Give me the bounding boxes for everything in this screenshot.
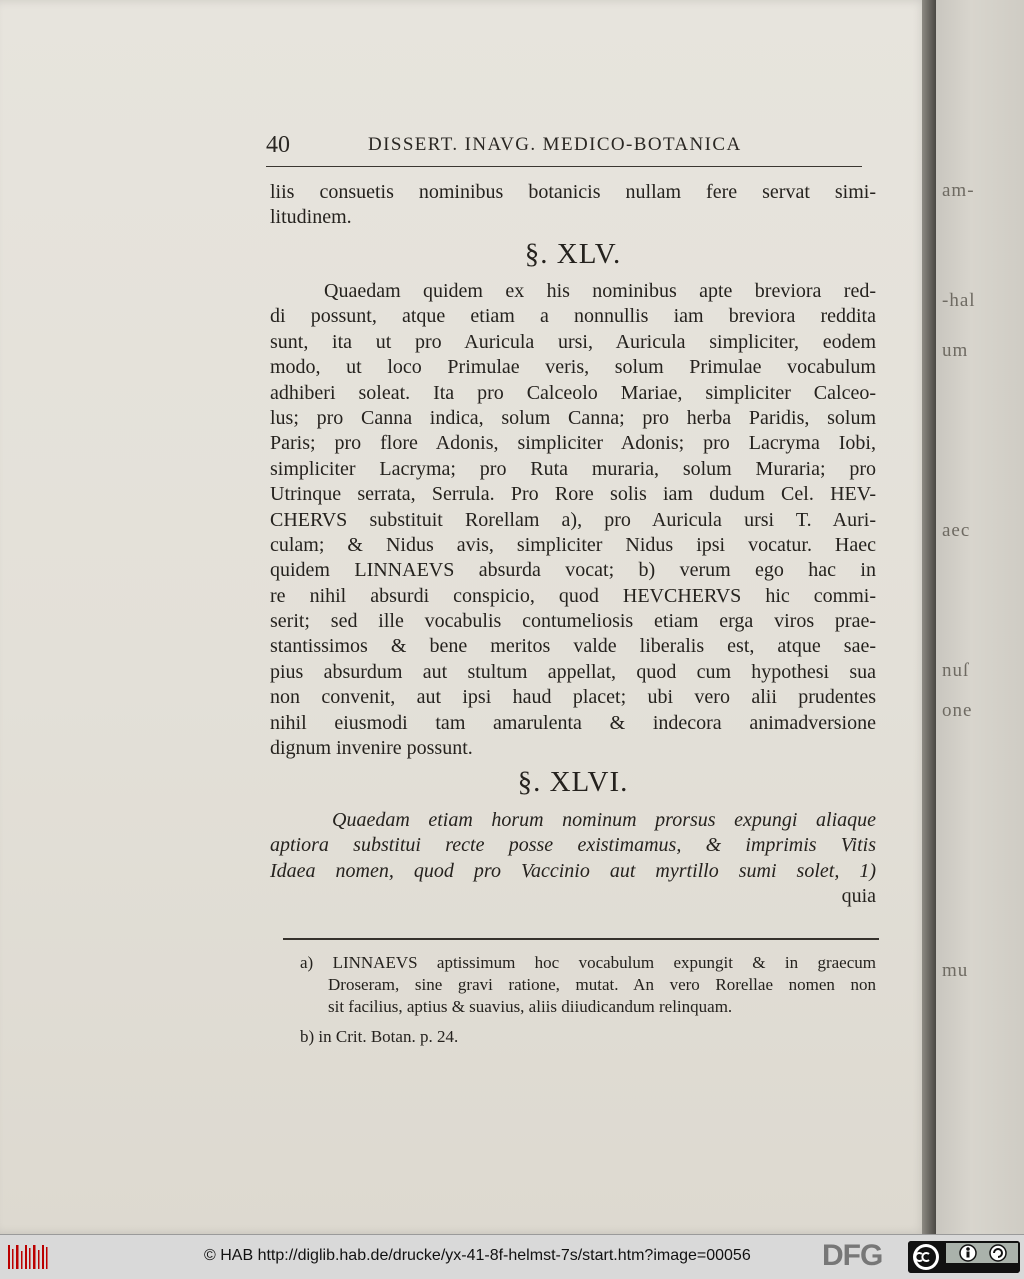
text-line: nihil eiusmodi tam amarulenta & indecora animadversione <box>270 711 876 734</box>
running-title: DISSERT. INAVG. MEDICO-BOTANICA <box>368 134 742 155</box>
footnote-b <box>300 1026 876 1048</box>
page-number: 40 <box>266 132 290 158</box>
bleed-through-text: mu <box>942 960 969 981</box>
footnote-line: a) LINNAEVS aptissimum hoc vocabulum expungit & in graecum <box>300 953 876 972</box>
footnotes <box>300 952 876 1048</box>
text-line: re nihil absurdi conspicio, quod HEVCHERVS hic commi- <box>270 584 876 607</box>
section-heading-xlvi: §. XLVI. <box>517 766 629 798</box>
bleed-through-text: nuſ <box>942 660 970 681</box>
text-line: quidem LINNAEVS absurda vocat; b) verum ego hac in <box>270 559 876 582</box>
text-line: dignum invenire possunt. <box>270 737 473 760</box>
text-line: Quaedam quidem ex his nominibus apte breviora red- <box>324 280 876 302</box>
dfg-logo: DFG <box>822 1239 883 1272</box>
footnote-rule <box>283 938 879 940</box>
bleed-through-text: um <box>942 340 969 361</box>
bleed-through-text: am- <box>942 180 975 201</box>
section-xlvi-paragraph <box>270 808 876 910</box>
intro-paragraph <box>270 180 876 231</box>
catchword: quia <box>841 885 876 908</box>
text-line: di possunt, atque etiam a nonnullis iam breviora reddita <box>270 305 876 328</box>
section-heading-xlv: §. XLV. <box>524 238 622 270</box>
text-line: CHERVS substituit Rorellam a), pro Auricula ursi T. Auri- <box>270 508 876 531</box>
adjacent-page-edge <box>936 0 1024 1234</box>
text-line: lus; pro Canna indica, solum Canna; pro herba Paridis, solum <box>270 406 876 429</box>
text-line: serit; sed ille vocabulis contumeliosis etiam erga viros prae- <box>270 610 876 633</box>
section-xlv-paragraph <box>270 279 876 761</box>
text-line: Paris; pro flore Adonis, simpliciter Adonis; pro Lacryma Iobi, <box>270 432 876 455</box>
text-line: litudinem. <box>270 206 352 229</box>
footnote-line: sit facilius, aptius & suavius, aliis diiudicandum relinquam. <box>328 997 733 1016</box>
text-line: non convenit, aut ipsi haud placet; ubi vero alii prudentes <box>270 686 876 709</box>
footnote-line: b) in Crit. Botan. p. 24. <box>300 1027 459 1046</box>
text-line: adhiberi soleat. Ita pro Calceolo Mariae, simpliciter Calceo- <box>270 381 876 404</box>
header-rule <box>266 166 862 167</box>
bleed-through-text: aec <box>942 520 971 541</box>
footnote-a <box>300 952 876 1018</box>
text-line: Quaedam etiam horum nominum prorsus expungi aliaque <box>332 809 876 831</box>
text-line: pius absurdum aut stultum appellat, quod cum hypothesi sua <box>270 660 876 683</box>
cc-by-sa-icon[interactable] <box>908 1241 1020 1273</box>
text-line: Utrinque serrata, Serrula. Pro Rore solis iam dudum Cel. HEV- <box>270 483 876 506</box>
text-line: liis consuetis nominibus botanicis nullam fere servat simi- <box>270 181 876 203</box>
text-line: aptiora substitui recte posse existimamus, & imprimis Vitis <box>270 834 876 857</box>
bleed-through-text: one <box>942 700 973 721</box>
footnote-line: Droseram, sine gravi ratione, mutat. An vero Rorellae nomen non <box>328 975 876 994</box>
viewer-status-bar <box>0 1234 1024 1279</box>
text-line: modo, ut loco Primulae veris, solum Primulae vocabulum <box>270 356 876 379</box>
text-line: Idaea nomen, quod pro Vaccinio aut myrtillo sumi solet, 1) <box>270 859 876 882</box>
page-header <box>266 128 876 164</box>
text-line: culam; & Nidus avis, simpliciter Nidus ipsi vocatur. Haec <box>270 533 876 556</box>
page-gutter-shadow <box>922 0 936 1234</box>
barcode-icon <box>8 1243 48 1271</box>
copyright-link[interactable]: © HAB http://diglib.hab.de/drucke/yx-41-8f-helmst-7s/start.htm?image=00056 <box>204 1247 751 1264</box>
text-line: stantissimos & bene meritos valde liberalis est, atque sae- <box>270 635 876 658</box>
text-line: simpliciter Lacryma; pro Ruta muraria, solum Muraria; pro <box>270 457 876 480</box>
text-line: sunt, ita ut pro Auricula ursi, Auricula simpliciter, eodem <box>270 330 876 353</box>
bleed-through-text: -hal <box>942 290 976 311</box>
